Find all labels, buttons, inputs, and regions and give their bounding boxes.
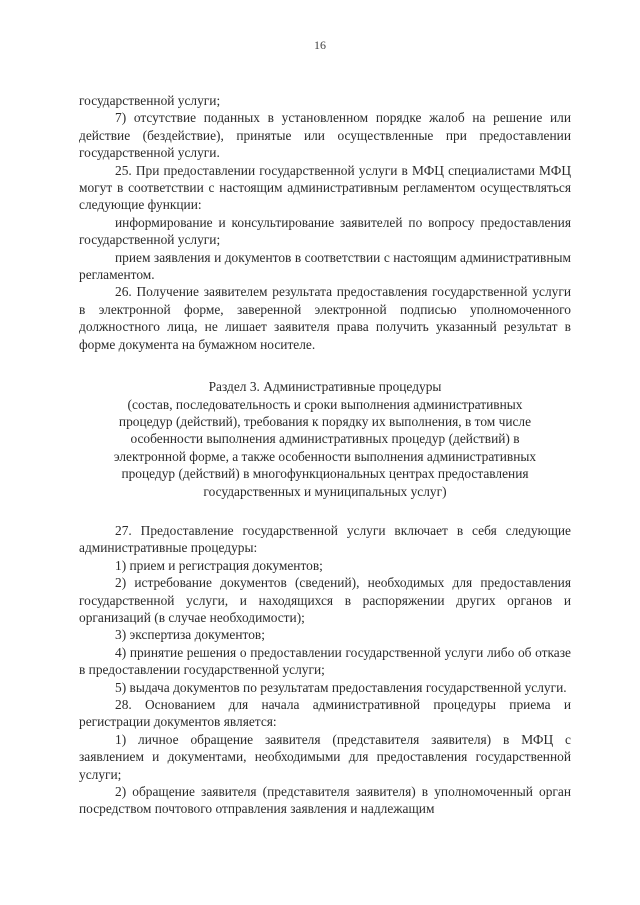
paragraph: 7) отсутствие поданных в установленном порядке жалоб на решение или действие (бездействие), принятые или осуществленные при предоставлении государственной услуги. [79,110,571,161]
section-heading [79,378,571,500]
list-item: 1) прием и регистрация документов; [115,557,323,573]
page-number: 16 [314,38,326,52]
heading-line: процедур (действий), требования к порядку их выполнения, в том числе [118,413,532,429]
list-item: 4) принятие решения о предоставлении государственной услуги либо об отказе в предоставлении государственной услуги; [79,644,571,678]
list-item: 2) обращение заявителя (представителя заявителя) в уполномоченный орган посредством почтового отправления заявления и надлежащим [79,784,571,817]
heading-line: процедур (действий) в многофункциональных центрах предоставления [121,466,529,482]
heading-line: государственных и муниципальных услуг) [203,483,447,499]
list-item: 5) выдача документов по результатам предоставления государственной услуги. [115,679,567,695]
list-item: 3) экспертиза документов; [115,627,265,643]
paragraph: прием заявления и документов в соответствии с настоящим административным регламентом. [79,249,571,283]
paragraph: 26. Получение заявителем результата предоставления государственной услуги в электронной форме, заверенной электронной подписью уполномоченного должностного лица, не лишает заявителя права получить указанный результат в форме документа на бумажном носителе. [79,284,571,352]
paragraph: 27. Предоставление государственной услуги включает в себя следующие административные процедуры: [79,522,571,556]
paragraph: 25. При предоставлении государственной услуги в МФЦ специалистами МФЦ могут в соответствии с настоящим административным регламентом осуществляться следующие функции: [79,162,571,213]
heading-line: особенности выполнения административных процедур (действий) в [130,431,520,447]
section-before-heading [79,92,571,353]
section-after-heading [79,522,571,818]
heading-line: (состав, последовательность и сроки выполнения административных [127,396,523,412]
list-item: 2) истребование документов (сведений), необходимых для предоставления государственной услуги, и находящихся в распоряжении других органов и организаций (в случае необходимости); [79,575,571,625]
paragraph: информирование и консультирование заявителей по вопросу предоставления государственной услуги; [79,214,571,248]
paragraph: 28. Основанием для начала административной процедуры приема и регистрации документов является: [79,697,571,730]
heading-line: электронной форме, а также особенности выполнения административных [113,448,537,464]
list-item: 1) личное обращение заявителя (представителя заявителя) в МФЦ с заявлением и документами, необходимыми для предоставления государственной услуги; [79,731,571,782]
document-body [79,92,571,818]
paragraph: государственной услуги; [79,93,221,108]
heading-title: Раздел 3. Административные процедуры [208,379,442,395]
